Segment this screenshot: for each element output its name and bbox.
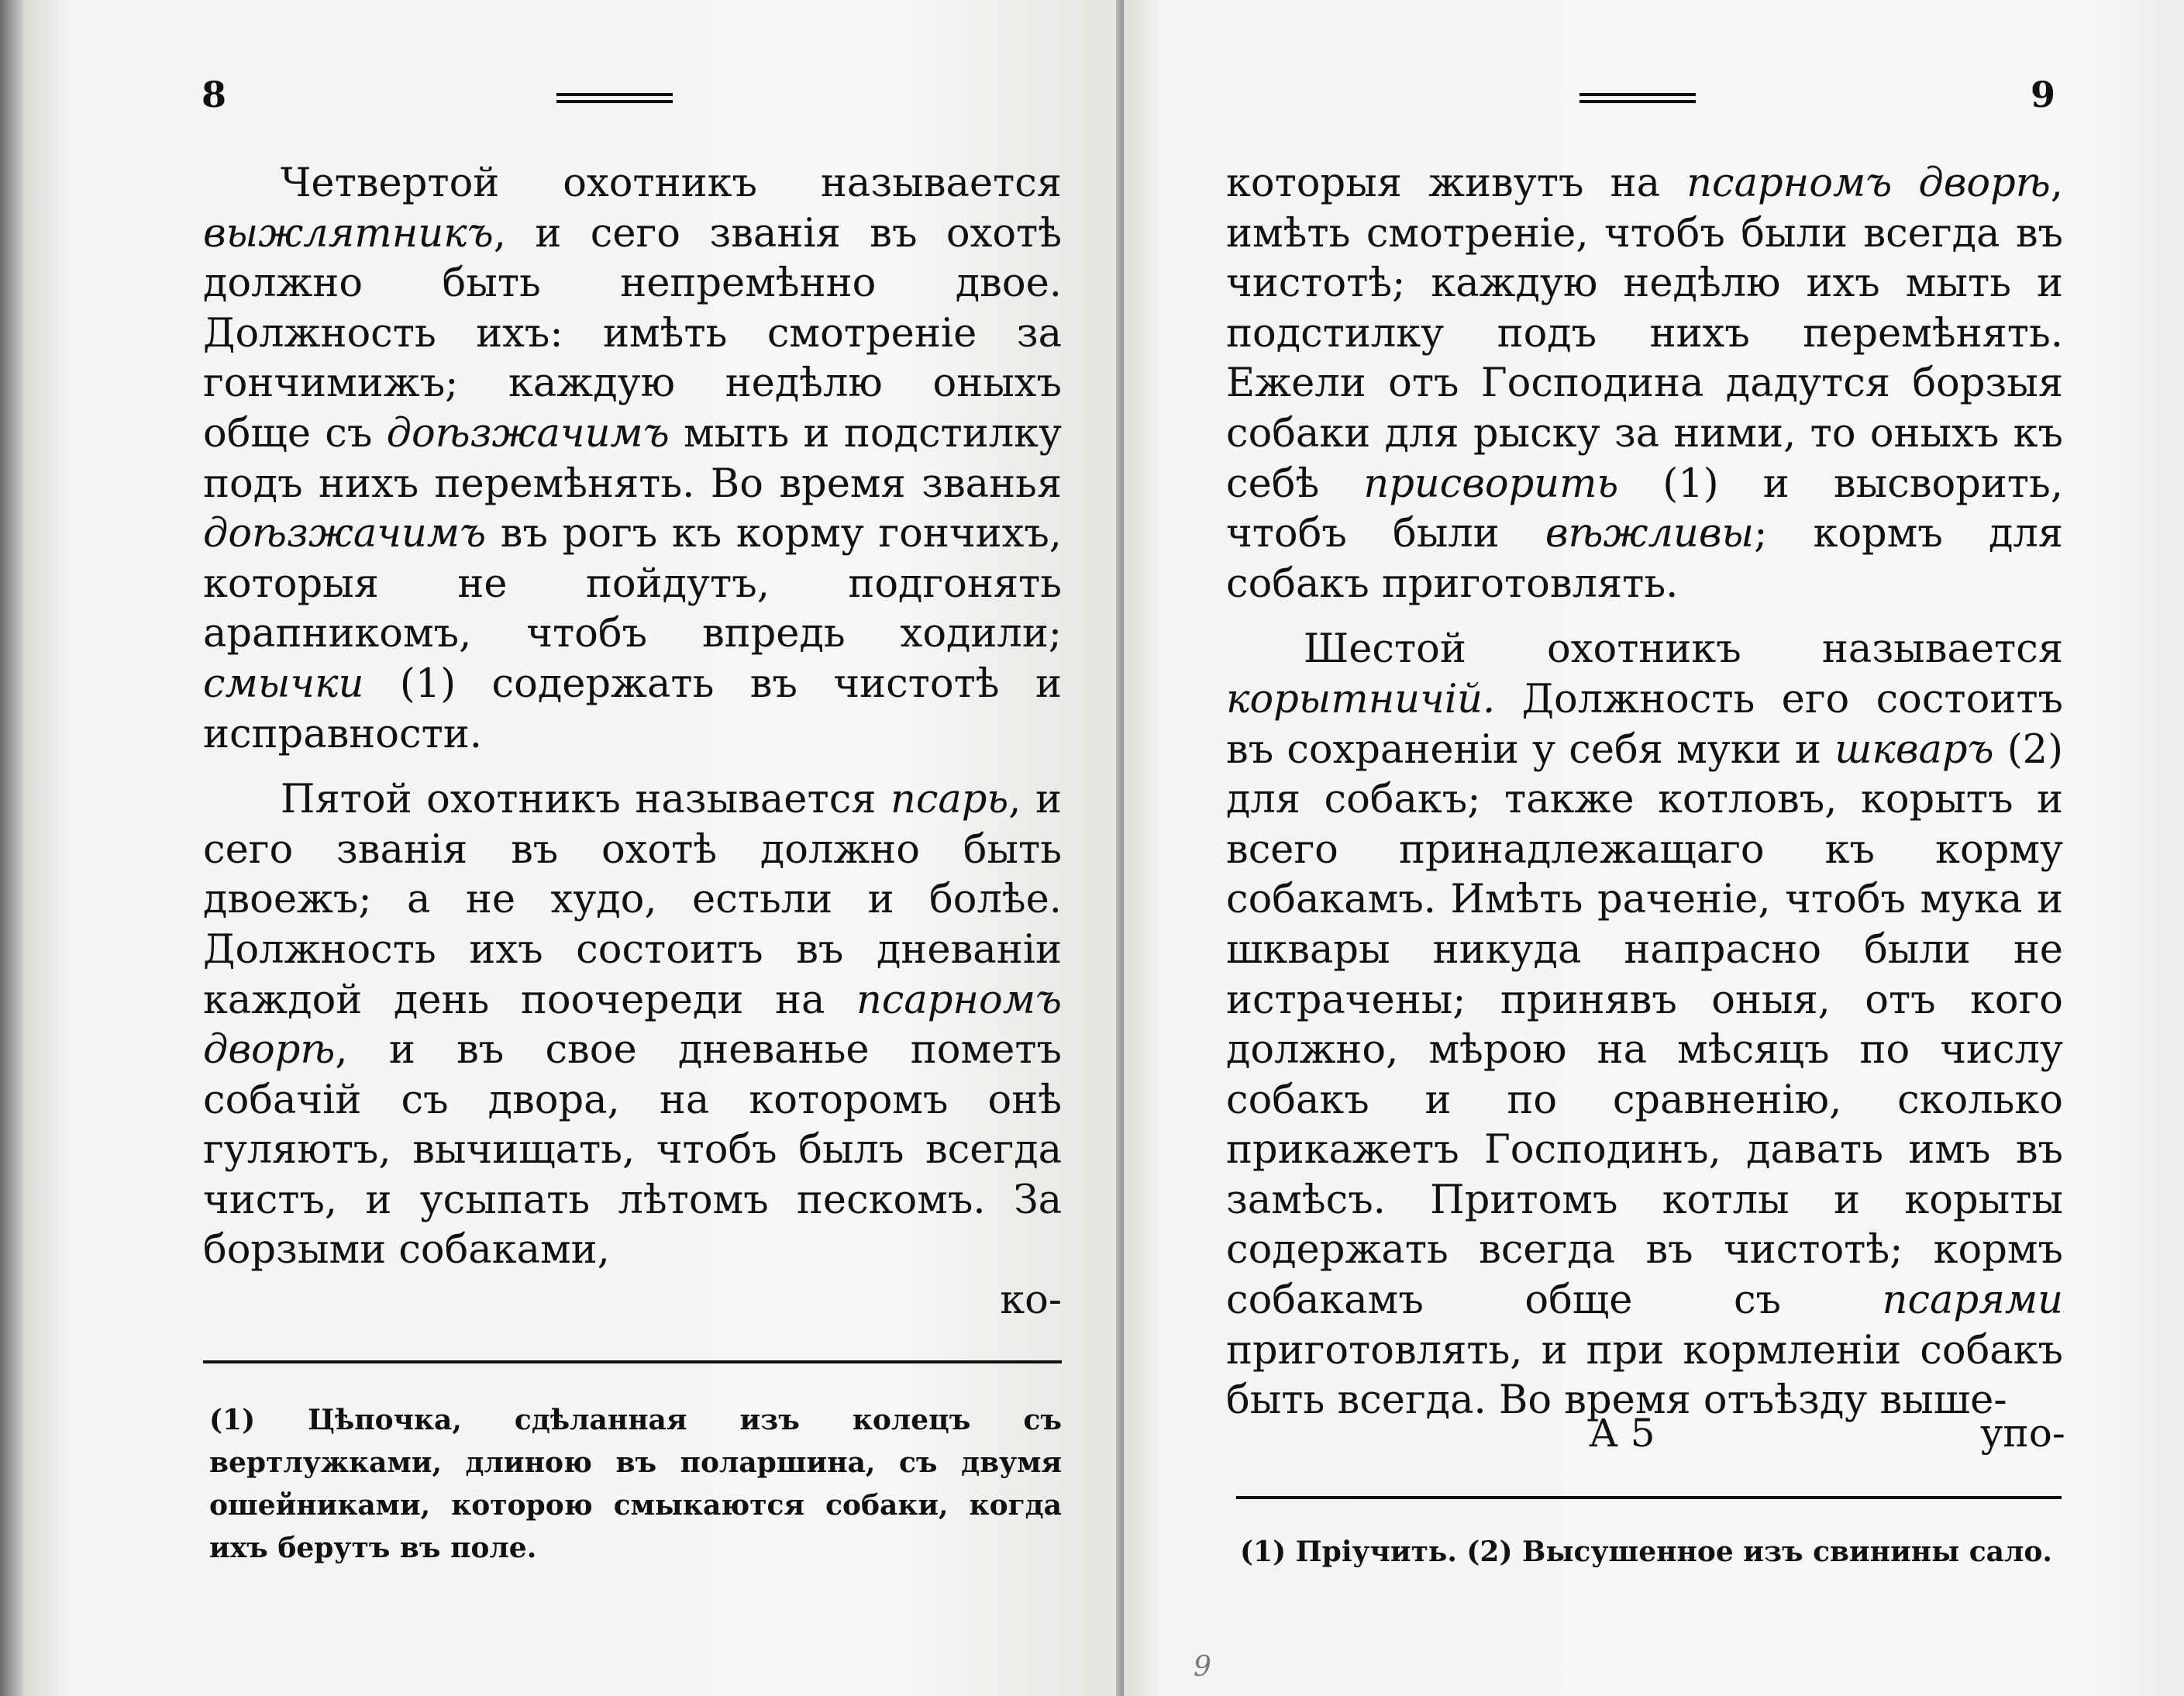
left-page (23, 0, 1124, 1696)
right-page-number: 9 (2031, 74, 2056, 115)
left-page-number: 8 (202, 74, 227, 115)
left-footnote-rule (203, 1360, 1062, 1363)
pencil-folio-mark: 9 (1194, 1651, 1211, 1683)
right-header-ornament (1579, 93, 1696, 104)
signature-mark: А 5 (1589, 1411, 1655, 1456)
right-catchword: упо- (1980, 1411, 2065, 1456)
right-paragraph-2: Шестой охотникъ называется корытничій. Должность его состоитъ въ сохраненіи у себя муки и шкваръ (2) для собакъ; также котловъ, корытъ и всего принадлежащаго къ корму собакамъ. Имѣть раченіе, чтобъ мука и шквары никуда напрасно были не истрачены; принявъ оныя, отъ кого должно, мѣрою на мѣсяцъ по числу собакъ и по сравненію, сколько прикажетъ Господинъ, давать имъ въ замѣсъ. Притомъ котлы и корыты содержать всегда въ чистотѣ; кормъ собакамъ обще съ псарями приготовлять, и при кормленіи собакъ быть всегда. Во время отъѣзду выше- (1226, 626, 2063, 1424)
right-paragraph-1: которыя живутъ на псарномъ дворѣ, имѣть смотреніе, чтобъ были всегда въ чистотѣ; каждую недѣлю ихъ мыть и подстилку подъ нихъ перемѣнять. Ежели отъ Господина дадутся борзыя собаки для рыску за ними, то оныхъ къ себѣ присворить (1) и высворить, чтобъ были вѣжливы; кормъ для собакъ приготовлять. (1226, 160, 2064, 607)
right-page (1124, 0, 2184, 1696)
left-page-text (203, 159, 1062, 1326)
right-footnote: (1) Пріучить. (2) Высушенное изъ свинины сало. (1240, 1536, 2052, 1568)
right-page-text (1226, 159, 2063, 1426)
left-catchword: ко- (1000, 1277, 1062, 1324)
left-paragraph-1: Четвертой охотникъ называется выжлятникъ, и сего званія въ охотѣ должно быть непремѣнно двое. Должность ихъ: имѣть смотреніе за гончимижъ; каждую недѣлю оныхъ обще съ доѣзжачимъ мыть и подстилку подъ нихъ перемѣнять. Во время званья доѣзжачимъ въ рогъ къ корму гончихъ, которыя не пойдутъ, подгонять арапникомъ, чтобъ впредь ходили; смычки (1) содержать въ чистотѣ и исправности. (203, 160, 1062, 757)
right-footnote-rule (1236, 1496, 2062, 1499)
left-paragraph-2: Пятой охотникъ называется псарь, и сего званія въ охотѣ должно быть двоежъ; а не худо, естьли и болѣе. Должность ихъ состоитъ въ дневаніи каждой день поочереди на псарномъ дворѣ, и въ свое дневанье пометъ собачій съ двора, на которомъ онѣ гуляютъ, вычищать, чтобъ былъ всегда чистъ, и усыпать лѣтомъ пескомъ. За борзыми собаками, ко- (203, 775, 1062, 1326)
left-header-ornament (556, 93, 673, 104)
left-footnote: (1) Цѣпочка, сдѣланная изъ колецъ съ вертлужками, длиною въ поларшина, съ двумя ошейниками, которою смыкаются собаки, когда ихъ берутъ въ поле. (209, 1404, 1062, 1564)
book-edge (0, 0, 23, 1696)
